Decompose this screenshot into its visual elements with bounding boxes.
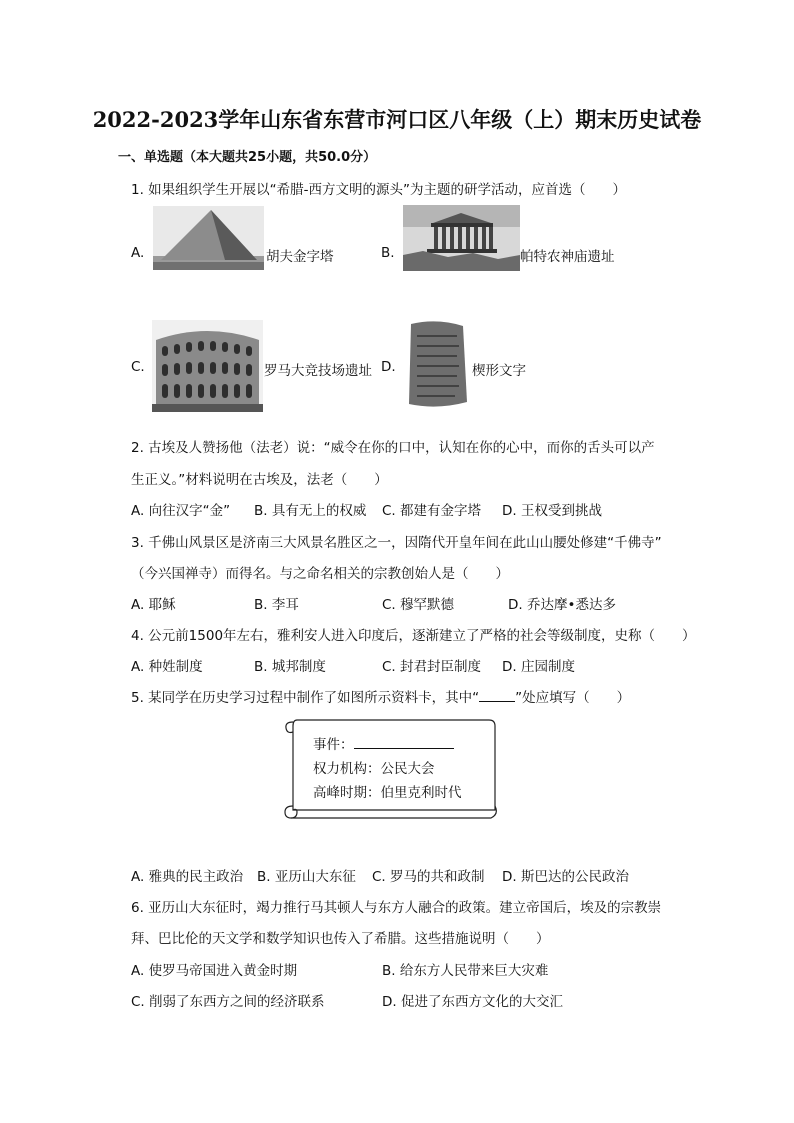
q1-option-b-caption: 帕特农神庙遗址 bbox=[520, 249, 615, 265]
q1-option-c-letter[interactable]: C. bbox=[131, 359, 145, 375]
cuneiform-tablet-photo-icon bbox=[403, 318, 471, 412]
q3-option-c[interactable]: C. 穆罕默德 bbox=[382, 597, 455, 613]
q3-option-b[interactable]: B. 李耳 bbox=[254, 597, 299, 613]
card-event-line bbox=[313, 733, 454, 753]
colosseum-photo-icon bbox=[152, 320, 263, 412]
pyramid-photo-icon bbox=[153, 206, 264, 270]
q6-stem-line2: 拜、巴比伦的天文学和数学知识也传入了希腊。这些措施说明（ ） bbox=[131, 931, 550, 947]
q3-option-a[interactable]: A. 耶稣 bbox=[131, 597, 176, 613]
q1-option-c-caption: 罗马大竞技场遗址 bbox=[264, 363, 372, 379]
q1-option-d-caption: 楔形文字 bbox=[472, 363, 526, 379]
parthenon-photo-icon bbox=[403, 205, 520, 271]
q5-option-d[interactable]: D. 斯巴达的公民政治 bbox=[502, 869, 629, 885]
q5-blank bbox=[479, 689, 515, 702]
q2-option-d[interactable]: D. 王权受到挑战 bbox=[502, 503, 602, 519]
q3-stem-line2: （今兴国禅寺）而得名。与之命名相关的宗教创始人是（ ） bbox=[131, 566, 509, 582]
q2-option-b[interactable]: B. 具有无上的权威 bbox=[254, 503, 367, 519]
q5-stem-pre: 5. 某同学在历史学习过程中制作了如图所示资料卡，其中“ bbox=[131, 690, 480, 706]
q1-stem: 1. 如果组织学生开展以“希腊-西方文明的源头”为主题的研学活动，应首选（ ） bbox=[131, 182, 627, 198]
q1-option-a-caption: 胡夫金字塔 bbox=[266, 249, 334, 265]
q2-stem-line2: 生正义。”材料说明在古埃及，法老（ ） bbox=[131, 472, 388, 488]
card-power-line: 权力机构：公民大会 bbox=[313, 761, 435, 777]
q5-option-a[interactable]: A. 雅典的民主政治 bbox=[131, 869, 244, 885]
q6-stem-line1: 6. 亚历山大东征时，竭力推行马其顿人与东方人融合的政策。建立帝国后，埃及的宗教崇 bbox=[131, 900, 662, 916]
q2-option-a[interactable]: A. 向往汉字“金” bbox=[131, 503, 231, 519]
exam-title: 2022-2023学年山东省东营市河口区八年级（上）期末历史试卷 bbox=[92, 107, 702, 132]
q2-option-c[interactable]: C. 都建有金字塔 bbox=[382, 503, 482, 519]
card-peak-line: 高峰时期：伯里克利时代 bbox=[313, 785, 462, 801]
q5-option-c[interactable]: C. 罗马的共和政制 bbox=[372, 869, 485, 885]
q6-option-c[interactable]: C. 削弱了东西方之间的经济联系 bbox=[131, 994, 325, 1010]
q5-stem bbox=[131, 686, 630, 706]
q5-option-b[interactable]: B. 亚历山大东征 bbox=[257, 869, 356, 885]
q3-option-d[interactable]: D. 乔达摩•悉达多 bbox=[508, 597, 616, 613]
q4-option-c[interactable]: C. 封君封臣制度 bbox=[382, 659, 482, 675]
q1-option-a-letter[interactable]: A. bbox=[131, 245, 145, 261]
q4-option-b[interactable]: B. 城邦制度 bbox=[254, 659, 326, 675]
q4-stem: 4. 公元前1500年左右，雅利安人进入印度后，逐渐建立了严格的社会等级制度，史称（ ） bbox=[131, 628, 696, 644]
q4-option-d[interactable]: D. 庄园制度 bbox=[502, 659, 575, 675]
q3-stem-line1: 3. 千佛山风景区是济南三大风景名胜区之一，因隋代开皇年间在此山山腰处修建“千佛寺” bbox=[131, 535, 662, 551]
q1-option-b-letter[interactable]: B. bbox=[381, 245, 395, 261]
q6-option-a[interactable]: A. 使罗马帝国进入黄金时期 bbox=[131, 963, 298, 979]
q6-option-d[interactable]: D. 促进了东西方文化的大交汇 bbox=[382, 994, 563, 1010]
q4-option-a[interactable]: A. 种姓制度 bbox=[131, 659, 203, 675]
card-event-blank bbox=[354, 736, 454, 749]
info-card-scroll bbox=[283, 714, 499, 824]
q5-stem-post: ”处应填写（ ） bbox=[515, 690, 631, 706]
q6-option-b[interactable]: B. 给东方人民带来巨大灾难 bbox=[382, 963, 549, 979]
section-heading: 一、单选题（本大题共25小题，共50.0分） bbox=[118, 150, 377, 165]
card-event-label: 事件： bbox=[313, 737, 354, 753]
q1-option-d-letter[interactable]: D. bbox=[381, 359, 396, 375]
q2-stem-line1: 2. 古埃及人赞扬他（法老）说：“威令在你的口中，认知在你的心中，而你的舌头可以产 bbox=[131, 440, 655, 456]
